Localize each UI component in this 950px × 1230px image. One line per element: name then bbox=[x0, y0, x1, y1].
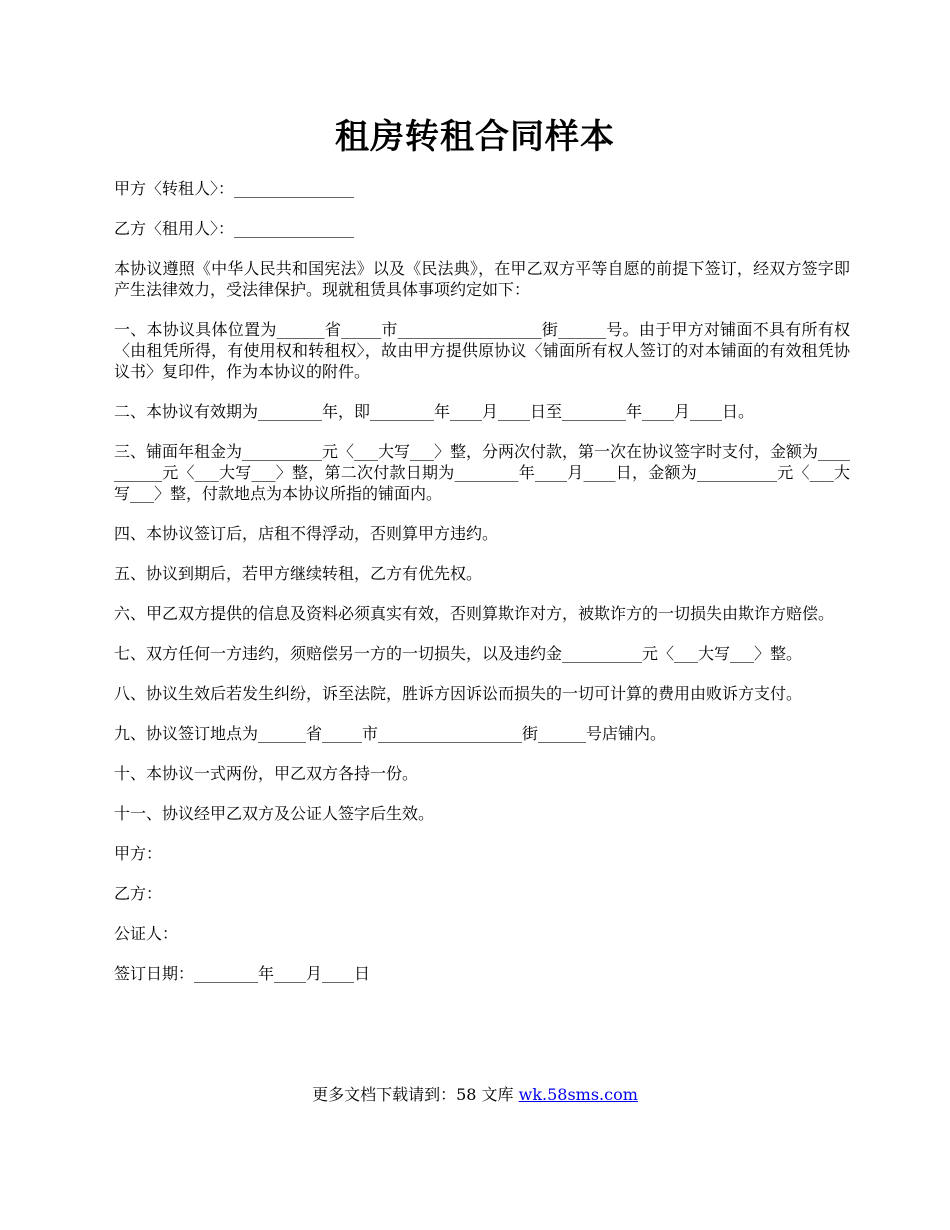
clause-6: 六、甲乙双方提供的信息及资料必须真实有效，否则算欺诈对方，被欺诈方的一切损失由欺诈方赔偿。 bbox=[114, 604, 835, 623]
clause-11: 十一、协议经甲乙双方及公证人签字后生效。 bbox=[114, 804, 435, 823]
signing-date: 签订日期：________年____月____日 bbox=[114, 964, 371, 983]
clause-3: 三、铺面年租金为__________元〈___大写___〉整，分两次付款，第一次在协议签字时支付，金额为__________元〈___大写___〉整，第二次付款日期为________年____月____日，金额为__________元〈___大写___〉整，付款地点为本协议所指的铺面内。 bbox=[114, 442, 851, 503]
clause-7: 七、双方任何一方违约，须赔偿另一方的一切损失，以及违约金__________元〈___大写___〉整。 bbox=[114, 644, 803, 663]
contract-body bbox=[114, 178, 850, 1003]
footer-text: 更多文档下载请到：58 文库 bbox=[312, 1085, 519, 1104]
clause-4: 四、本协议签订后，店租不得浮动，否则算甲方违约。 bbox=[114, 524, 499, 543]
preamble-paragraph: 本协议遵照《中华人民共和国宪法》以及《民法典》，在甲乙双方平等自愿的前提下签订，经双方签字即产生法律效力，受法律保护。现就租赁具体事项约定如下： bbox=[114, 259, 850, 299]
footer-link[interactable]: wk.58sms.com bbox=[518, 1085, 638, 1104]
signature-party-b: 乙方： bbox=[114, 884, 163, 903]
clause-5: 五、协议到期后，若甲方继续转租，乙方有优先权。 bbox=[114, 564, 483, 583]
download-footer bbox=[0, 1084, 950, 1106]
clause-1: 一、本协议具体位置为______省_____市__________________街______号。由于甲方对铺面不具有所有权〈由租凭所得，有使用权和转租权〉，故由甲方提供原协议〈铺面所有权人签订的对本铺面的有效租凭协议书〉复印件，作为本协议的附件。 bbox=[114, 320, 850, 381]
clause-2: 二、本协议有效期为________年，即________年____月____日至________年____月____日。 bbox=[114, 402, 755, 421]
clause-9: 九、协议签订地点为______省_____市__________________街______号店铺内。 bbox=[114, 724, 667, 743]
page-title: 租房转租合同样本 bbox=[335, 117, 615, 157]
signature-party-a: 甲方： bbox=[114, 844, 163, 863]
party-b-line: 乙方〈租用人〉：_______________ bbox=[114, 219, 355, 238]
clause-10: 十、本协议一式两份，甲乙双方各持一份。 bbox=[114, 764, 419, 783]
clause-8: 八、协议生效后若发生纠纷，诉至法院，胜诉方因诉讼而损失的一切可计算的费用由败诉方支付。 bbox=[114, 684, 803, 703]
party-a-line: 甲方〈转租人〉：_______________ bbox=[114, 179, 355, 198]
signature-notary: 公证人： bbox=[114, 924, 179, 943]
